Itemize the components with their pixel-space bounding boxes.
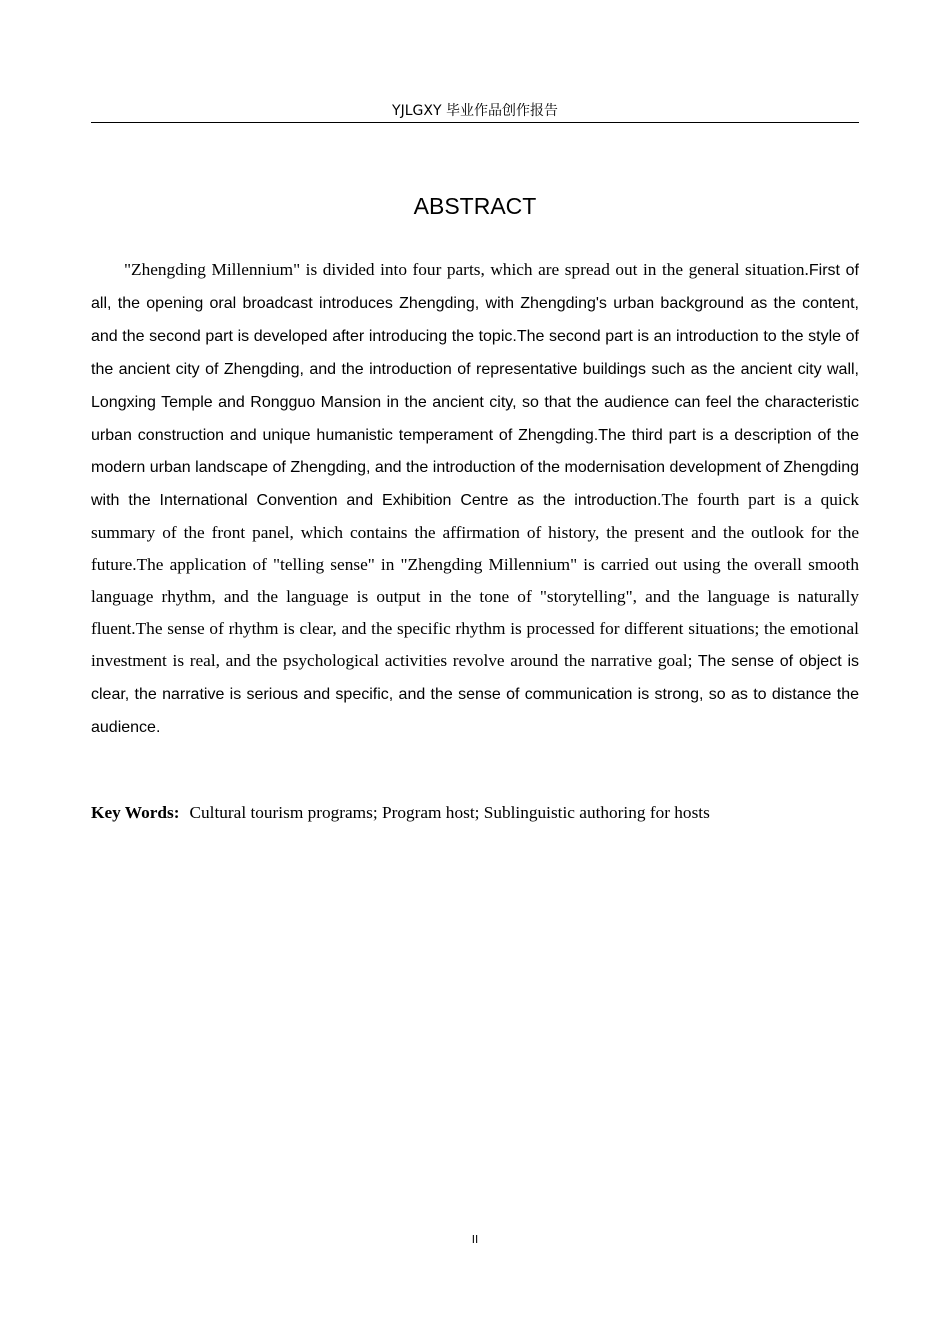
keywords-text: Cultural tourism programs; Program host; Sublinguistic authoring for hosts [189, 803, 710, 822]
page-number: II [471, 1233, 479, 1246]
page-header: YJLGXY 毕业作品创作报告 [91, 101, 859, 123]
keywords-line [91, 797, 859, 828]
abstract-text-segment-1: "Zhengding Millennium" is divided into four parts, which are spread out in the general situation. [124, 260, 809, 279]
abstract-title: ABSTRACT [413, 193, 537, 219]
abstract-text-segment-4: The sense of object is clear, the narrative is serious and specific, and the sense of communication is strong, so as to distance the audience. [91, 652, 859, 736]
abstract-text-segment-3: The fourth part is a quick summary of the front panel, which contains the affirmation of history, the present and the outlook for the future.The application of "telling sense" in "Zhengding Millennium" is carried out using the overall smooth language rhythm, and the language is output in the tone of "storytelling", and the language is naturally fluent.The sense of rhythm is clear, and the specific rhythm is processed for different situations; the emotional investment is real, and the psychological activities revolve around the narrative goal; [91, 490, 859, 670]
abstract-text-segment-2: First of all, the opening oral broadcast introduces Zhengding, with Zhengding's urban background as the content, and the second part is developed after introducing the topic.The second part is an introduction to the style of the ancient city of Zhengding, and the introduction of representative buildings such as the ancient city wall, Longxing Temple and Rongguo Mansion in the ancient city, so that the audience can feel the characteristic urban construction and unique humanistic temperament of Zhengding.The third part is a description of the modern urban landscape of Zhengding, and the introduction of the modernisation development of Zhengding with the International Convention and Exhibition Centre as the introduction. [91, 262, 860, 510]
keywords-label: Key Words: [91, 803, 180, 822]
abstract-body [91, 254, 859, 744]
